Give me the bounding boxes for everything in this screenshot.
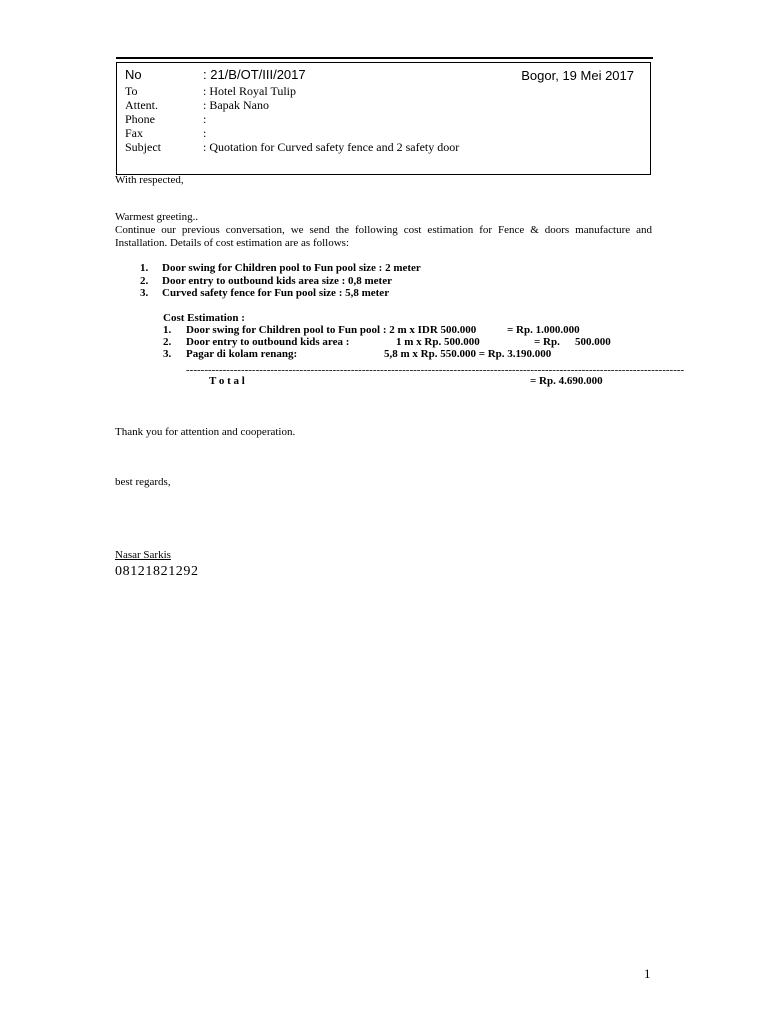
cost-2-description: Door entry to outbound kids area : bbox=[186, 336, 350, 348]
cost-3-calculation: 5,8 m x Rp. 550.000 = Rp. 3.190.000 bbox=[384, 348, 552, 360]
item-2-text: Door entry to outbound kids area size : 0,8 meter bbox=[162, 275, 392, 287]
item-3-text: Curved safety fence for Fun pool size : 5,8 meter bbox=[162, 287, 390, 299]
closing-line: best regards, bbox=[115, 476, 171, 488]
cost-3-description: Pagar di kolam renang: bbox=[186, 348, 298, 360]
thanks-line: Thank you for attention and cooperation. bbox=[115, 426, 296, 438]
signatory-name: Nasar Sarkis bbox=[115, 549, 171, 561]
attent-value: : Bapak Nano bbox=[203, 98, 269, 112]
subject-value: : Quotation for Curved safety fence and 2 safety door bbox=[203, 140, 460, 154]
phone-label: Phone bbox=[125, 112, 155, 126]
cost-estimation-title: Cost Estimation : bbox=[163, 312, 245, 324]
greeting: Warmest greeting.. bbox=[115, 211, 199, 223]
cost-1-number: 1. bbox=[163, 324, 172, 336]
salutation: With respected, bbox=[115, 174, 184, 186]
no-label: No bbox=[125, 67, 142, 82]
top-rule bbox=[116, 57, 653, 59]
letter-header-box bbox=[116, 62, 651, 175]
no-value: : 21/B/OT/III/2017 bbox=[203, 67, 306, 82]
item-1-number: 1. bbox=[140, 262, 149, 274]
cost-1-description: Door swing for Children pool to Fun pool : 2 m x IDR 500.000 bbox=[186, 324, 477, 336]
to-label: To bbox=[125, 84, 138, 98]
place-date: Bogor, 19 Mei 2017 bbox=[521, 68, 634, 83]
to-value: : Hotel Royal Tulip bbox=[203, 84, 297, 98]
cost-2-number: 2. bbox=[163, 336, 172, 348]
cost-2-amount: 500.000 bbox=[575, 336, 611, 348]
fax-label: Fax bbox=[125, 126, 143, 140]
item-3-number: 3. bbox=[140, 287, 149, 299]
attent-label: Attent. bbox=[125, 98, 158, 112]
item-1-text: Door swing for Children pool to Fun pool size : 2 meter bbox=[162, 262, 421, 274]
total-value: = Rp. 4.690.000 bbox=[530, 375, 603, 387]
signatory-phone: 08121821292 bbox=[115, 564, 199, 579]
total-label: T o t a l bbox=[209, 375, 245, 387]
fax-value: : bbox=[203, 126, 207, 140]
subject-label: Subject bbox=[125, 140, 161, 154]
separator-line: ---------------------------------------------------------------------------------------------------------------------------------------- bbox=[186, 364, 685, 376]
cost-3-number: 3. bbox=[163, 348, 172, 360]
cost-1-amount: = Rp. 1.000.000 bbox=[507, 324, 580, 336]
cost-2-equals: = Rp. bbox=[534, 336, 560, 348]
item-2-number: 2. bbox=[140, 275, 149, 287]
cost-2-calculation: 1 m x Rp. 500.000 bbox=[396, 336, 480, 348]
phone-value: : bbox=[203, 112, 207, 126]
intro-paragraph: Continue our previous conversation, we send the following cost estimation for Fence & doors manufacture and Installation. Details of cost estimation are as follows: bbox=[115, 224, 652, 249]
page-number: 1 bbox=[644, 966, 651, 981]
